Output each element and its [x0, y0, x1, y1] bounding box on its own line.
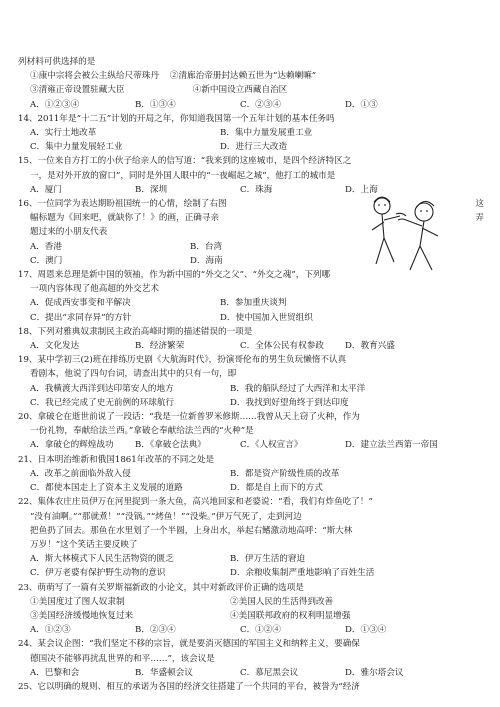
option-a: A．斯大林模式下人民生活物资的匮乏: [30, 554, 174, 565]
option-b: B．①③④: [135, 99, 176, 110]
item-2: ②清廊治帝册封达赖五世为“达赖喇嘛”: [169, 71, 317, 82]
option-a: A．巴黎和会: [30, 667, 80, 678]
question-22-stem-3: 把鱼扔了回去。那鱼在水里划了一个半圆，上身出水，举起右鳍激动地高呼：“斯大林: [30, 525, 353, 536]
question-16-stem-3: 题过来的小朋友代表: [30, 227, 108, 238]
question-16-tail-2: 弄: [475, 213, 484, 224]
question-17-options-1: [18, 296, 488, 310]
question-16-tail: 这: [475, 199, 484, 210]
option-d: D．建立法兰西第一帝国: [345, 440, 438, 451]
item-1: ①美国度过了图人奴隶制: [30, 596, 125, 607]
option-d: D．都是自上而下的方式: [230, 483, 323, 494]
option-b: B．集中力量发展重工业: [220, 128, 313, 139]
question-19-stem: 19、某中学初三(2)班在排练历史剧《大航海时代》，扮演哥伦布的男生负玩懒惰不认真: [18, 355, 347, 366]
option-c: C．《人权宣言》: [240, 440, 303, 451]
question-17-stem: 17、周恩来总理是新中国的领袖，作为新中国的“外交之父”、“外交之魂”，下列哪: [18, 270, 331, 281]
option-a: A．厦门: [30, 184, 62, 195]
question-15-stem-2: 一，是对外开放的窗口”，同时是外国人眼中的“一夜崛起之城”，他打工的城市是: [30, 170, 336, 181]
option-b: B．华盛顿会议: [135, 667, 193, 678]
option-a: A．香港: [30, 241, 62, 252]
question-13-items-2: [18, 83, 488, 97]
question-25-stem: 25、它以明确的规则、相互的承诺为各国的经济交往搭建了一个共同的平台，被誉为“经济: [18, 681, 360, 692]
item-3: ③美国经济缓慢地恢复过来: [30, 610, 134, 621]
question-24-options: [18, 666, 488, 680]
question-18-options: [18, 339, 488, 353]
option-d: D．使中国加入世贸组织: [220, 312, 313, 323]
option-c: C．我已经完成了史无前例的环球航行: [30, 397, 175, 408]
option-a: A．促成西安事变和平解决: [30, 298, 131, 309]
option-d: D．上海: [345, 184, 378, 195]
question-21-stem: 21、日本明治维新和俄国1861年改革的不同之处是: [18, 454, 215, 465]
option-d: D．进行三大改造: [220, 142, 288, 153]
question-23-items-1: [18, 595, 488, 609]
option-c: C．②③④: [240, 99, 281, 110]
question-19-stem-2: 看剧本，他说了四句台词，请查出其中的只有一句，即: [30, 369, 237, 380]
item-1: ①康中宗将会被公主纵给尺蒂珠丹: [30, 71, 159, 82]
option-b: B．台湾: [190, 241, 223, 252]
option-d: D．海南: [190, 255, 223, 266]
question-16-text: 16、一位同学为表达期盼祖国统一的心情，绘制了右图: [18, 199, 227, 210]
option-c: C．伊万老婆有保护野生动物的意识: [30, 568, 166, 579]
question-20-stem: 20、拿破仑在逝世前说了一段话：“我是一位新普罗米修斯……我曾从天上窃了火种，作为: [18, 412, 360, 423]
question-22-stem-4: 万岁！”这个笑话主要反映了: [30, 539, 138, 550]
question-18-stem: 18、下列对雅典奴隶制民主政治高峰时期的描述错误的一项是: [18, 326, 253, 337]
question-23-stem: 23、萌萌写了一篇有关罗斯福新政的小论文，其中对新政评价正确的选项是: [18, 582, 304, 593]
question-22-options-2: [18, 566, 488, 580]
option-c: C．慕尼黑会议: [240, 667, 299, 678]
question-23-options: [18, 623, 488, 637]
option-c: C．集中力量发展轻工业: [30, 142, 123, 153]
question-17-options-2: [18, 311, 488, 325]
option-d: D．①③④: [345, 625, 387, 636]
option-b: B．我的船队经过了大西洋和太平洋: [230, 383, 366, 394]
question-24-stem-2: 德国决不能够再扰乱世界的和平……”，该会议是: [30, 653, 215, 664]
question-19-options-2: [18, 396, 488, 410]
question-14-options-1: [18, 126, 488, 140]
option-b: B．参加重庆谈判: [220, 298, 287, 309]
option-d: D．教育兴盛: [345, 341, 395, 352]
cartoon-figure-illustration: [362, 190, 454, 276]
question-15-stem: 15、一位来自方打工的小伙子给亲人的信写道：“我来到的这座城市，是四个经济特区之: [18, 156, 352, 167]
question-13-items-1: [18, 69, 488, 83]
question-23-items-2: [18, 609, 488, 623]
question-17-stem-2: 一项内容体现了他高超的外交艺术: [30, 284, 159, 295]
question-16-illustration: [362, 190, 454, 276]
question-22-options-1: [18, 552, 488, 566]
option-a: A．我横渡大西洋到达印第安人的地方: [30, 383, 174, 394]
question-20-stem-2: 一份礼物，奉献给法兰西。”拿破仑奉献给法兰西的“火种”是: [30, 426, 254, 437]
question-14-options-2: [18, 140, 488, 154]
question-16-text-2: 幅标题为《回来吧，就缺你了！》的画，正确寻亲: [30, 213, 220, 224]
option-b: B．都是资产阶级性质的改革: [230, 468, 340, 479]
option-a: A．实行土地改革: [30, 128, 97, 139]
option-a: A．改革之前面临外敌入侵: [30, 468, 131, 479]
option-a: A．文化发达: [30, 341, 80, 352]
option-c: C．提出“求同存异”的方针: [30, 312, 132, 323]
question-21-options-2: [18, 481, 488, 495]
question-21-options-1: [18, 467, 488, 481]
option-b: B．伊万生活的窘迫: [230, 554, 306, 565]
option-a: A．①②③: [30, 625, 71, 636]
option-c: C．全体公民有权参政: [240, 341, 324, 352]
option-c: C．都使本国走上了资本主义发展的道路: [30, 483, 183, 494]
item-2: ②美国人民的生活得到改善: [230, 596, 334, 607]
question-22-stem-2: “没有油啊。”“那就煮！”“没锅。”“烤鱼！”“没柴。”伊万气死了，走到河边: [30, 511, 302, 522]
exam-content: [18, 55, 488, 694]
option-c: C．澳门: [30, 255, 63, 266]
question-13-options: [18, 98, 488, 112]
option-a: A．拿破仑的辉煌战功: [30, 440, 114, 451]
option-b: B．②③④: [135, 625, 176, 636]
option-d: D．雅尔塔会议: [345, 667, 404, 678]
option-c: C．①②④: [240, 625, 281, 636]
option-b: B．经济繁荣: [135, 341, 185, 352]
item-4: ④新中国设立西藏自治区: [192, 85, 288, 96]
question-24-stem: 24、某会议企图：“我们坚定不移的宗旨，就是要消灭德国的军国主义和纳粹主义，要确保: [18, 639, 360, 650]
option-b: B．《拿破仑法典》: [135, 440, 206, 451]
option-b: B．深圳: [135, 184, 168, 195]
option-d: D．余粮收集制严重地影响了百姓生活: [230, 568, 375, 579]
question-20-options: [18, 438, 488, 452]
question-14-stem: 14、2011年是“十二五”计划的开局之年，你知道我国第一个五年计划的基本任务吗: [18, 113, 335, 124]
option-d: D．我找到好望角终于到达印度: [230, 397, 349, 408]
question-13-stem: 列材料可供选择的是: [18, 57, 96, 67]
question-19-options-1: [18, 382, 488, 396]
option-d: D．①③: [345, 99, 378, 110]
item-4: ④美国联邦政府的权利明显增强: [230, 610, 351, 621]
item-3: ③清雍正帝设置驻藏大臣: [30, 85, 125, 96]
question-22-stem: 22、集体农庄庄员伊万在河里捉到一条大鱼，高兴地回家和老婆说：“看，我们有炸鱼吃了！”: [18, 497, 373, 508]
option-a: A．①②③④: [30, 99, 80, 110]
option-c: C．珠海: [240, 184, 273, 195]
